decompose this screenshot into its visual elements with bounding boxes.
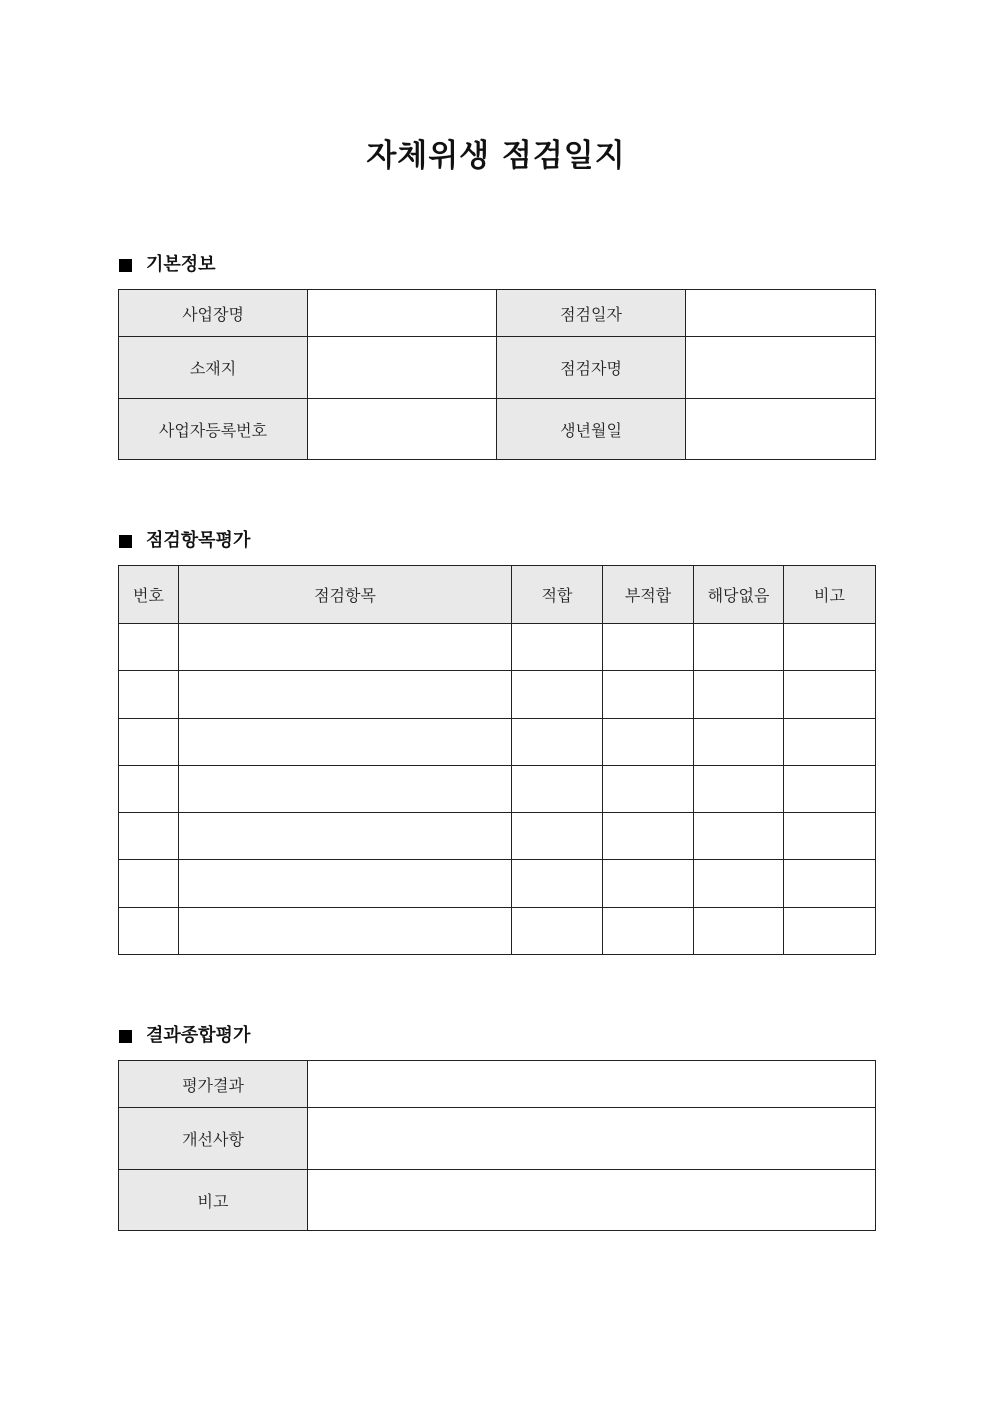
square-bullet-icon (119, 259, 132, 272)
number-cell[interactable] (119, 860, 179, 908)
not-applicable-cell[interactable] (694, 860, 784, 908)
document-title: 자체위생 점검일지 (366, 138, 626, 174)
remarks-cell[interactable] (784, 813, 876, 860)
inspector-name-field[interactable] (686, 337, 876, 399)
summary-remarks-field[interactable] (308, 1170, 876, 1231)
number-cell[interactable] (119, 766, 179, 813)
number-cell[interactable] (119, 719, 179, 766)
summary-remarks-label: 비고 (119, 1170, 308, 1231)
square-bullet-icon (119, 535, 132, 548)
unsuitable-cell[interactable] (603, 766, 694, 813)
basic-info-heading-label: 기본정보 (146, 254, 216, 275)
business-name-label: 사업장명 (119, 290, 308, 337)
table-row (119, 860, 876, 908)
remarks-cell[interactable] (784, 719, 876, 766)
item-cell[interactable] (179, 860, 512, 908)
address-field[interactable] (308, 337, 497, 399)
improvements-label: 개선사항 (119, 1108, 308, 1170)
evaluation-result-field[interactable] (308, 1061, 876, 1108)
column-header-remarks: 비고 (784, 566, 876, 624)
table-row (119, 624, 876, 671)
remarks-cell[interactable] (784, 908, 876, 955)
unsuitable-cell[interactable] (603, 624, 694, 671)
not-applicable-cell[interactable] (694, 908, 784, 955)
unsuitable-cell[interactable] (603, 719, 694, 766)
column-header-number: 번호 (119, 566, 179, 624)
item-cell[interactable] (179, 908, 512, 955)
inspection-date-field[interactable] (686, 290, 876, 337)
inspector-name-label: 점검자명 (497, 337, 686, 399)
column-header-item: 점검항목 (179, 566, 512, 624)
inspection-items-table (118, 565, 876, 955)
item-cell[interactable] (179, 624, 512, 671)
remarks-cell[interactable] (784, 671, 876, 719)
unsuitable-cell[interactable] (603, 671, 694, 719)
summary-row (119, 1170, 876, 1231)
not-applicable-cell[interactable] (694, 719, 784, 766)
item-cell[interactable] (179, 813, 512, 860)
basic-info-heading (119, 253, 216, 277)
summary-heading-label: 결과종합평가 (146, 1025, 251, 1046)
suitable-cell[interactable] (512, 860, 603, 908)
not-applicable-cell[interactable] (694, 813, 784, 860)
column-header-suitable: 적합 (512, 566, 603, 624)
not-applicable-cell[interactable] (694, 766, 784, 813)
inspection-items-heading (119, 529, 250, 553)
inspection-items-heading-label: 점검항목평가 (146, 530, 251, 551)
table-row (119, 719, 876, 766)
summary-row (119, 1061, 876, 1108)
suitable-cell[interactable] (512, 719, 603, 766)
suitable-cell[interactable] (512, 908, 603, 955)
table-row (119, 908, 876, 955)
table-row (119, 766, 876, 813)
summary-heading (119, 1024, 250, 1048)
suitable-cell[interactable] (512, 813, 603, 860)
column-header-not-applicable: 해당없음 (694, 566, 784, 624)
evaluation-result-label: 평가결과 (119, 1061, 308, 1108)
birth-date-field[interactable] (686, 399, 876, 460)
not-applicable-cell[interactable] (694, 624, 784, 671)
item-cell[interactable] (179, 671, 512, 719)
column-header-unsuitable: 부적합 (603, 566, 694, 624)
basic-info-table (118, 289, 876, 460)
table-row (119, 671, 876, 719)
basic-info-row (119, 337, 876, 399)
basic-info-row (119, 399, 876, 460)
business-name-field[interactable] (308, 290, 497, 337)
item-cell[interactable] (179, 719, 512, 766)
unsuitable-cell[interactable] (603, 813, 694, 860)
business-reg-number-label: 사업자등록번호 (119, 399, 308, 460)
remarks-cell[interactable] (784, 624, 876, 671)
suitable-cell[interactable] (512, 624, 603, 671)
number-cell[interactable] (119, 624, 179, 671)
square-bullet-icon (119, 1030, 132, 1043)
inspection-date-label: 점검일자 (497, 290, 686, 337)
improvements-field[interactable] (308, 1108, 876, 1170)
unsuitable-cell[interactable] (603, 908, 694, 955)
basic-info-row (119, 290, 876, 337)
address-label: 소재지 (119, 337, 308, 399)
not-applicable-cell[interactable] (694, 671, 784, 719)
suitable-cell[interactable] (512, 766, 603, 813)
number-cell[interactable] (119, 671, 179, 719)
remarks-cell[interactable] (784, 860, 876, 908)
summary-table (118, 1060, 876, 1231)
remarks-cell[interactable] (784, 766, 876, 813)
unsuitable-cell[interactable] (603, 860, 694, 908)
number-cell[interactable] (119, 813, 179, 860)
summary-row (119, 1108, 876, 1170)
number-cell[interactable] (119, 908, 179, 955)
table-header-row (119, 566, 876, 624)
table-row (119, 813, 876, 860)
suitable-cell[interactable] (512, 671, 603, 719)
birth-date-label: 생년월일 (497, 399, 686, 460)
item-cell[interactable] (179, 766, 512, 813)
business-reg-number-field[interactable] (308, 399, 497, 460)
